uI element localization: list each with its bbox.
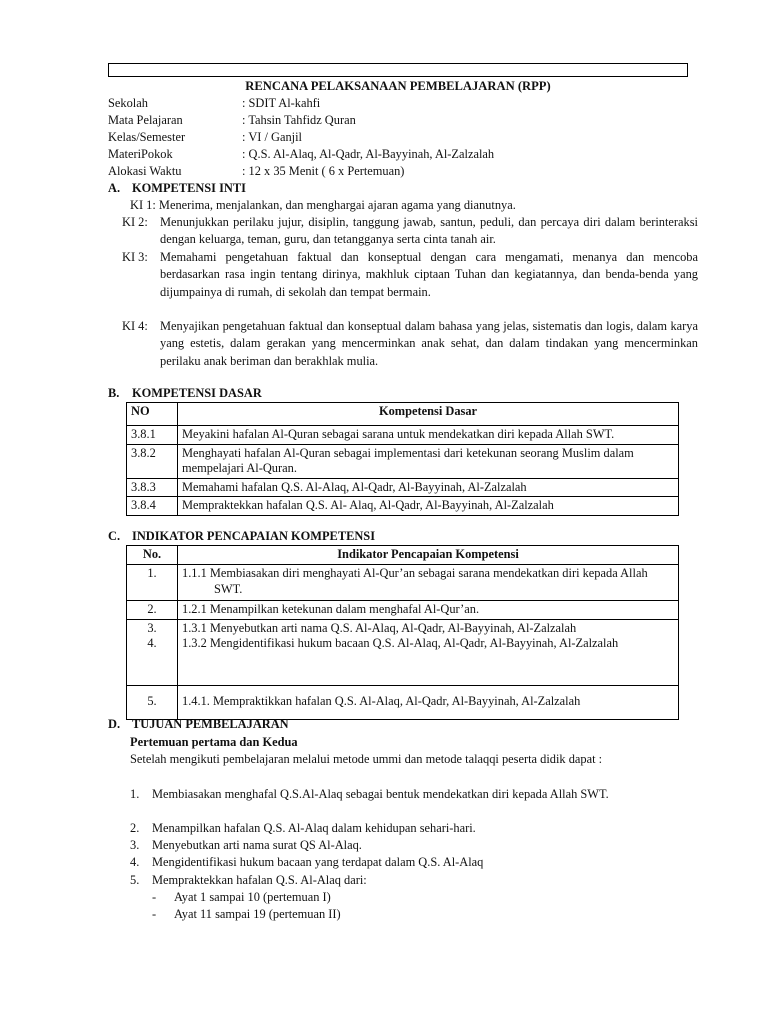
ki-text: Menerima, menjalankan, dan menghargai ajaran agama yang dianutnya. <box>158 198 516 212</box>
subitem-text: Ayat 1 sampai 10 (pertemuan I) <box>174 890 331 904</box>
ki-item-1 <box>130 197 698 214</box>
section-title: KOMPETENSI INTI <box>132 181 246 195</box>
column-header-kd: Kompetensi Dasar <box>178 403 679 426</box>
ki-text: Menunjukkan perilaku jujur, disiplin, tanggung jawab, santun, peduli, dan percaya diri dalam berinteraksi dengan keluarga, teman, guru, dan tetangganya serta cinta tanah air. <box>160 215 698 247</box>
row-number: 2. <box>127 601 178 620</box>
document-title: RENCANA PELAKSANAAN PEMBELAJARAN (RPP) <box>245 79 551 93</box>
identity-value: : Q.S. Al-Alaq, Al-Qadr, Al-Bayyinah, Al-Zalzalah <box>242 147 495 161</box>
column-header-no: NO <box>127 403 178 426</box>
identity-value: : Tahsin Tahfidz Quran <box>242 113 356 127</box>
kompetensi-dasar-table <box>126 402 679 516</box>
ki-item-2 <box>122 214 698 249</box>
ki-label: KI 4: <box>122 319 148 333</box>
item-text: Menyebutkan arti nama surat QS Al-Alaq. <box>152 838 362 852</box>
item-number: 4. <box>130 855 140 869</box>
identity-key: Alokasi Waktu <box>108 164 182 178</box>
row-number: 3.8.2 <box>127 444 178 478</box>
row-text: Menghayati hafalan Al-Quran sebagai implementasi dari ketekunan seorang Muslim dalam mempelajari Al-Quran. <box>178 444 679 478</box>
identity-key: Mata Pelajaran <box>108 113 183 127</box>
identity-key: Sekolah <box>108 96 148 110</box>
section-a-heading <box>108 180 246 197</box>
section-title: INDIKATOR PENCAPAIAN KOMPETENSI <box>132 529 376 543</box>
table-row <box>127 497 679 516</box>
objective-item-3 <box>130 837 698 854</box>
row-text: Mempraktekkan hafalan Q.S. Al- Alaq, Al-Qadr, Al-Bayyinah, Al-Zalzalah <box>178 497 679 516</box>
row-number: 3.8.3 <box>127 478 178 497</box>
row-number-group <box>127 619 178 685</box>
ki-label: KI 3: <box>122 250 148 264</box>
section-letter: D. <box>108 717 121 731</box>
row-text: 1.3.1 Menyebutkan arti nama Q.S. Al-Alaq, Al-Qadr, Al-Bayyinah, Al-Zalzalah <box>182 620 577 635</box>
column-header-indicator: Indikator Pencapaian Kompetensi <box>178 546 679 565</box>
table-row <box>127 685 679 719</box>
row-text-group <box>178 619 679 685</box>
item-number: 5. <box>130 873 140 887</box>
section-letter: C. <box>108 529 121 543</box>
section-c-heading <box>108 528 375 545</box>
item-number: 2. <box>130 821 140 835</box>
objective-subitem-2 <box>152 906 341 923</box>
table-row-merged <box>127 619 679 685</box>
row-text: 1.3.2 Mengidentifikasi hukum bacaan Q.S. Al-Alaq, Al-Qadr, Al-Bayyinah, Al-Zalzalah <box>182 636 619 651</box>
row-text: Meyakini hafalan Al-Quran sebagai sarana untuk mendekatkan diri kepada Allah SWT. <box>178 426 679 445</box>
item-text: Mengidentifikasi hukum bacaan yang terdapat dalam Q.S. Al-Alaq <box>152 855 484 869</box>
identity-row-subject <box>108 112 356 129</box>
table-row <box>127 565 679 601</box>
objective-item-2 <box>130 820 698 837</box>
ki-item-3 <box>122 249 698 301</box>
identity-row-material <box>108 146 494 163</box>
item-text: Mempraktekkan hafalan Q.S. Al-Alaq dari: <box>152 873 367 887</box>
section-d-heading <box>108 716 289 733</box>
table-row <box>127 601 679 620</box>
row-number: 4. <box>147 636 157 651</box>
column-header-no: No. <box>127 546 178 565</box>
identity-row-school <box>108 95 320 112</box>
ki-label: KI 2: <box>122 215 148 229</box>
subitem-dash: - <box>152 907 157 921</box>
ki-text: Memahami pengetahuan faktual dan konseptual dengan cara mengamati, menanya dan mencoba berdasarkan rasa ingin tentang dirinya, makhluk ciptaan Tuhan dan kegiatannya, dan benda-benda yang dijumpainya di rumah, di sekolah dan tempat bermain. <box>160 250 698 299</box>
table-header-row <box>127 546 679 565</box>
subitem-dash: - <box>152 890 157 904</box>
ki-text: Menyajikan pengetahuan faktual dan konseptual dalam bahasa yang jelas, sistematis dan logis, dalam karya yang estetis, dalam gerakan yang mencerminkan anak sehat, dan dalam tindakan yang mencerminkan perilaku anak beriman dan berakhlak mulia. <box>160 319 698 368</box>
subitem-text: Ayat 11 sampai 19 (pertemuan II) <box>174 907 341 921</box>
row-text: 1.1.1 Membiasakan diri menghayati Al-Qur’an sebagai sarana mendekatkan diri kepada Allah SWT. <box>182 566 648 596</box>
identity-key: Kelas/Semester <box>108 130 186 144</box>
objective-item-4 <box>130 854 698 871</box>
ki-label: KI 1: <box>130 198 156 212</box>
row-number: 1. <box>127 565 178 601</box>
row-text: Memahami hafalan Q.S. Al-Alaq, Al-Qadr, Al-Bayyinah, Al-Zalzalah <box>178 478 679 497</box>
row-number: 5. <box>127 685 178 719</box>
row-text: 1.4.1. Mempraktikkan hafalan Q.S. Al-Alaq, Al-Qadr, Al-Bayyinah, Al-Zalzalah <box>178 685 679 719</box>
table-row <box>127 426 679 445</box>
section-title: TUJUAN PEMBELAJARAN <box>132 717 289 731</box>
meeting-subheading: Pertemuan pertama dan Kedua <box>130 735 298 749</box>
identity-value: : 12 x 35 Menit ( 6 x Pertemuan) <box>242 164 405 178</box>
identity-value: : SDIT Al-kahfi <box>242 96 321 110</box>
row-text: 1.2.1 Menampilkan ketekunan dalam menghafal Al-Qur’an. <box>178 601 679 620</box>
row-number: 3. <box>147 620 157 635</box>
table-row <box>127 478 679 497</box>
row-number: 3.8.4 <box>127 497 178 516</box>
section-letter: B. <box>108 386 120 400</box>
section-letter: A. <box>108 181 121 195</box>
objective-item-5 <box>130 872 698 889</box>
table-header-row <box>127 403 679 426</box>
identity-row-time <box>108 163 404 180</box>
indikator-table <box>126 545 679 720</box>
identity-row-class <box>108 129 302 146</box>
identity-value: : VI / Ganjil <box>242 130 302 144</box>
item-number: 1. <box>130 787 140 801</box>
objective-item-1 <box>130 786 698 803</box>
objective-subitem-1 <box>152 889 331 906</box>
objectives-intro: Setelah mengikuti pembelajaran melalui metode ummi dan metode talaqqi peserta didik dapat : <box>130 752 603 766</box>
row-number: 3.8.1 <box>127 426 178 445</box>
table-row <box>127 444 679 478</box>
item-text: Membiasakan menghafal Q.S.Al-Alaq sebagai bentuk mendekatkan diri kepada Allah SWT. <box>152 787 609 801</box>
ki-item-4 <box>122 318 698 370</box>
header-box <box>108 63 688 77</box>
item-number: 3. <box>130 838 140 852</box>
section-b-heading <box>108 385 262 402</box>
item-text: Menampilkan hafalan Q.S. Al-Alaq dalam kehidupan sehari-hari. <box>152 821 476 835</box>
section-title: KOMPETENSI DASAR <box>132 386 262 400</box>
identity-key: MateriPokok <box>108 147 173 161</box>
